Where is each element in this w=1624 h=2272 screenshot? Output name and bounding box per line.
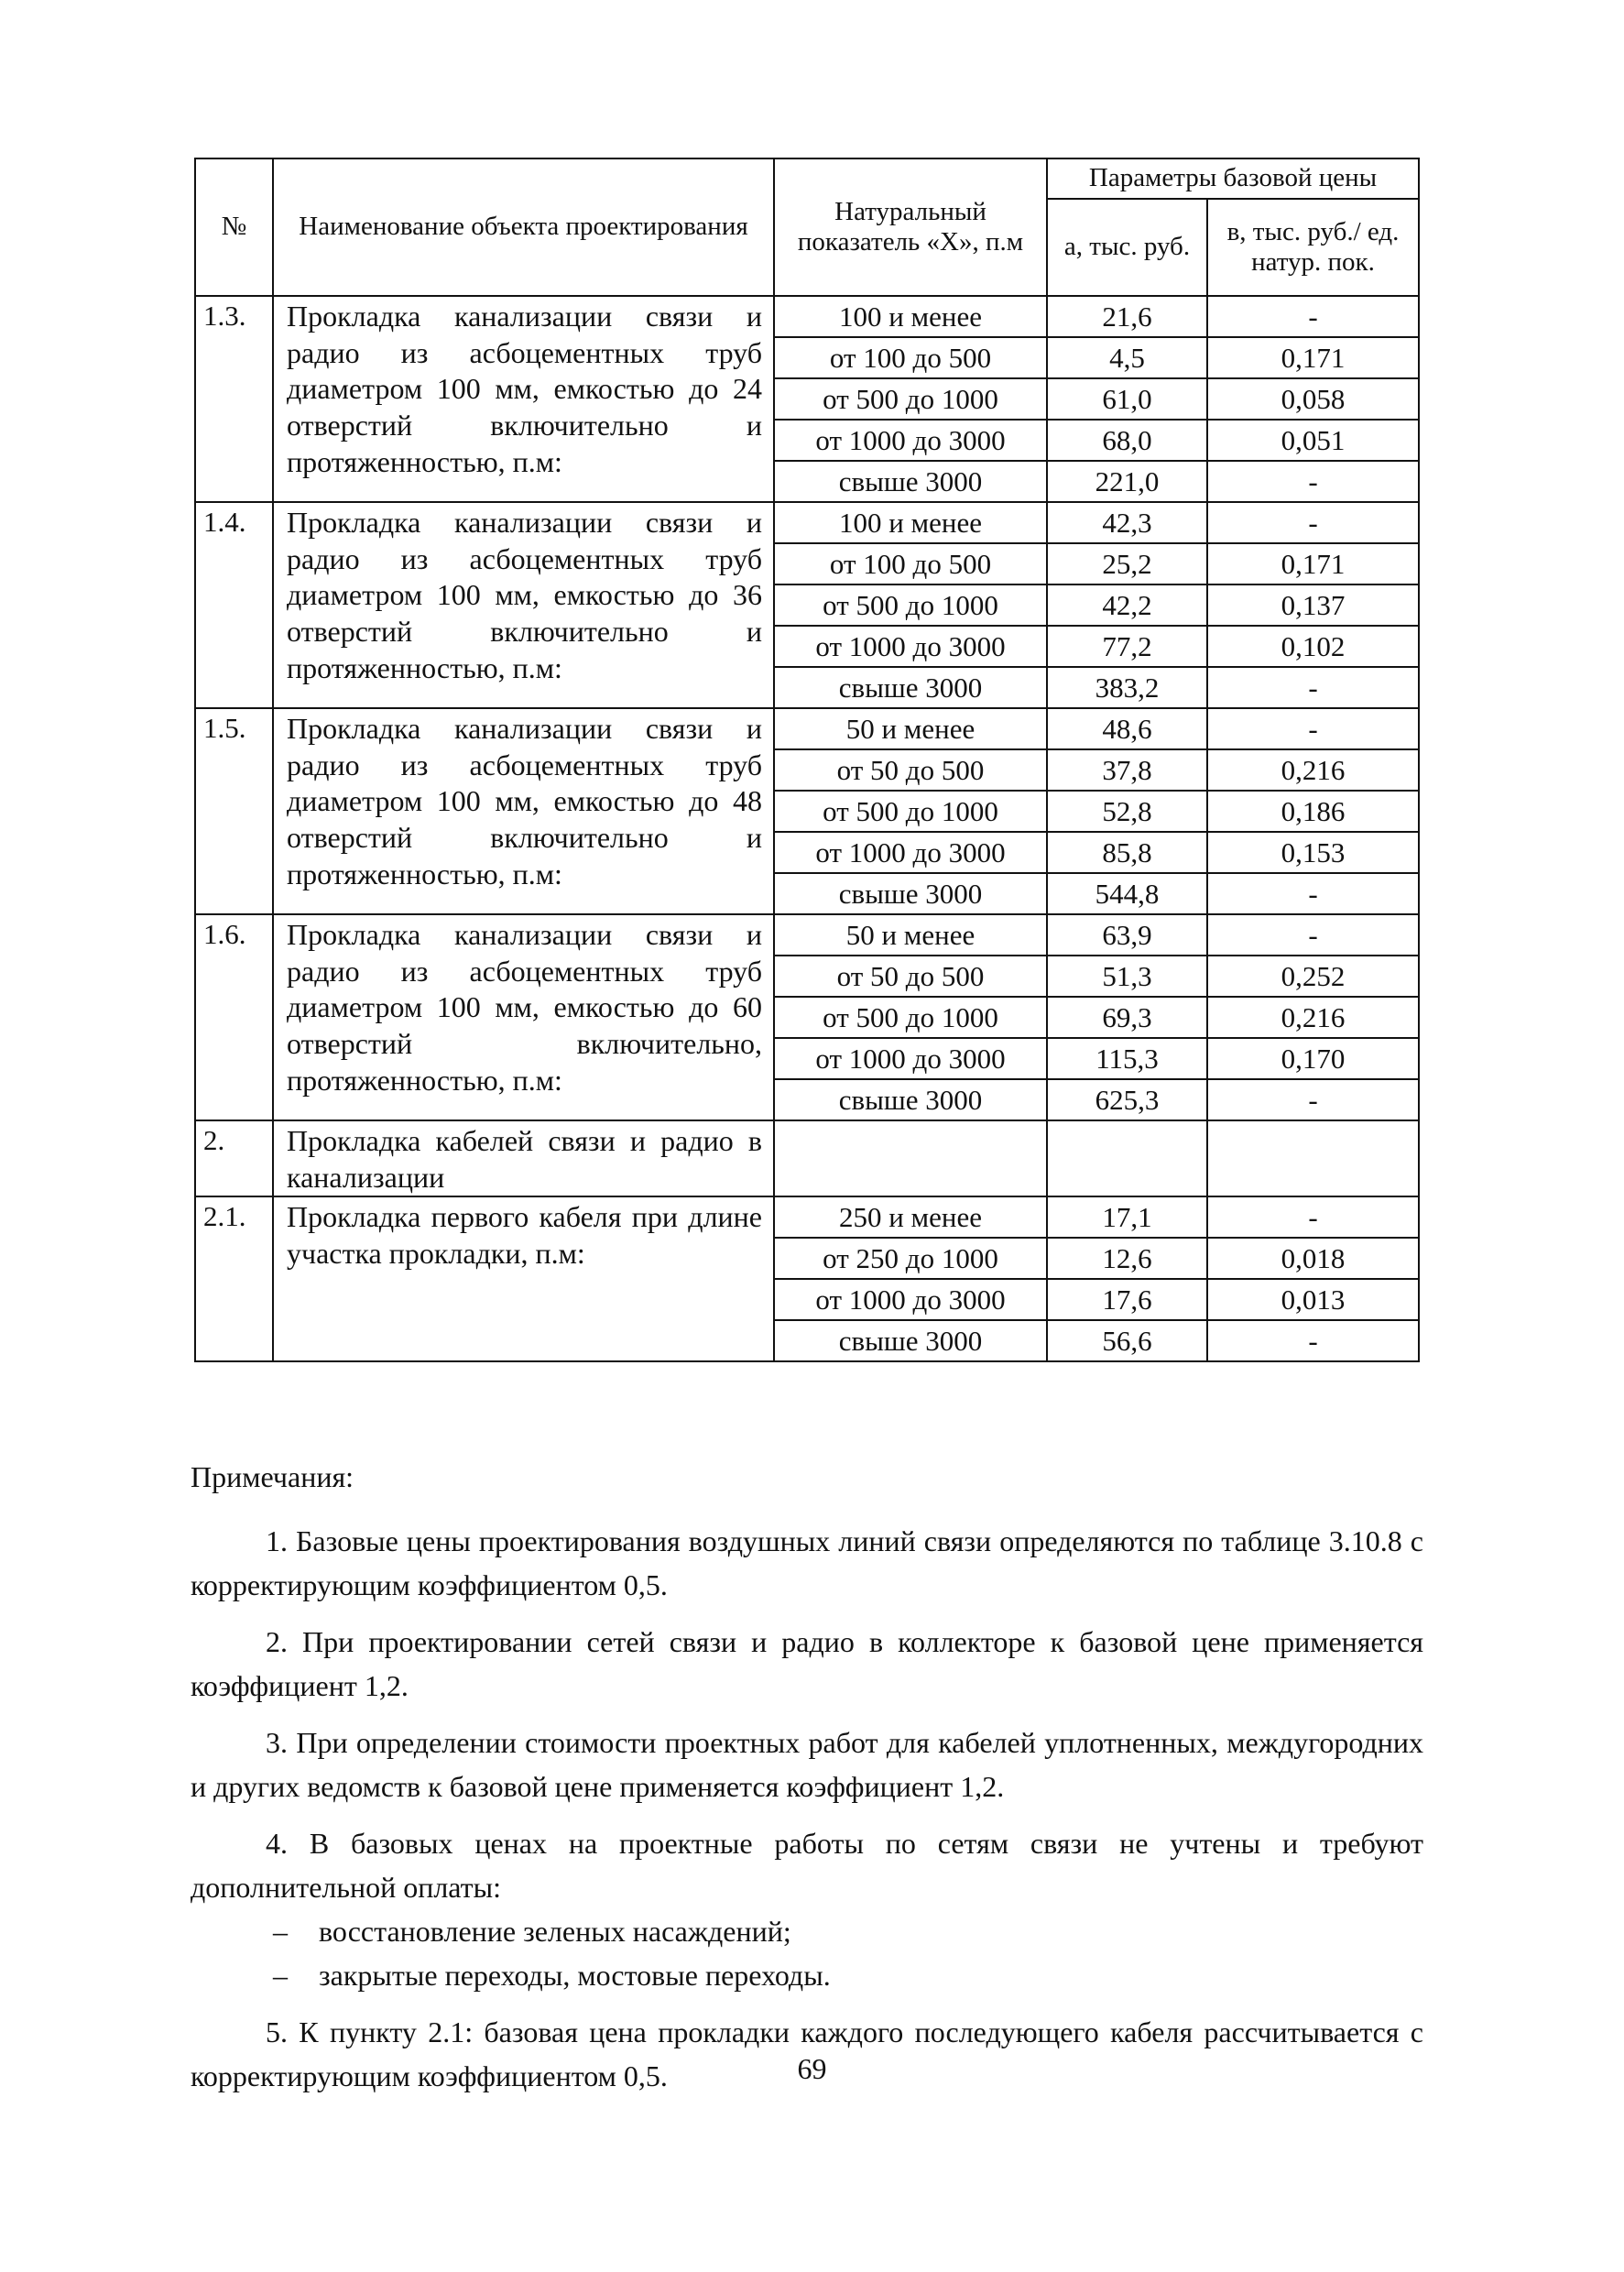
indicator-cell: 100 и менее	[774, 502, 1047, 543]
a-cell: 115,3	[1047, 1038, 1207, 1079]
table-row	[195, 1120, 1419, 1196]
b-cell: 0,170	[1207, 1038, 1419, 1079]
item-name: Прокладка канализации связи и радио из асбоцементных труб диаметром 100 мм, емкостью до 36 отверстий включительно и протяженностью, п.м:	[273, 502, 774, 708]
table-row	[195, 914, 1419, 956]
b-cell	[1207, 1120, 1419, 1196]
a-cell: 37,8	[1047, 749, 1207, 791]
table-row	[195, 296, 1419, 337]
indicator-cell: 250 и менее	[774, 1196, 1047, 1238]
table-row	[195, 708, 1419, 749]
indicator-cell: от 1000 до 3000	[774, 626, 1047, 667]
b-cell: -	[1207, 708, 1419, 749]
indicator-cell: от 500 до 1000	[774, 997, 1047, 1038]
indicator-cell: 50 и менее	[774, 708, 1047, 749]
a-cell: 544,8	[1047, 873, 1207, 914]
a-cell: 17,6	[1047, 1279, 1207, 1320]
b-cell: -	[1207, 296, 1419, 337]
b-cell: 0,058	[1207, 378, 1419, 420]
page-number: 69	[797, 2052, 827, 2085]
b-cell: 0,216	[1207, 997, 1419, 1038]
item-number: 1.3.	[195, 296, 273, 502]
header-a: а, тыс. руб.	[1047, 199, 1207, 296]
bullet-dash: –	[273, 1959, 288, 1992]
indicator-cell: от 500 до 1000	[774, 584, 1047, 626]
indicator-cell: от 1000 до 3000	[774, 420, 1047, 461]
a-cell: 4,5	[1047, 337, 1207, 378]
a-cell: 68,0	[1047, 420, 1207, 461]
indicator-cell: 50 и менее	[774, 914, 1047, 956]
a-cell: 12,6	[1047, 1238, 1207, 1279]
b-cell: -	[1207, 667, 1419, 708]
note-item: 3. При определении стоимости проектных работ для кабелей уплотненных, междугородних и других ведомств к базовой цене применяется коэффициент 1,2.	[191, 1726, 1423, 1803]
b-cell: -	[1207, 461, 1419, 502]
item-number: 1.5.	[195, 708, 273, 914]
a-cell: 42,2	[1047, 584, 1207, 626]
indicator-cell: от 100 до 500	[774, 543, 1047, 584]
header-row	[195, 158, 1419, 199]
note-bullet	[191, 1953, 1423, 1997]
indicator-cell	[774, 1120, 1047, 1196]
b-cell: 0,216	[1207, 749, 1419, 791]
b-cell: -	[1207, 1196, 1419, 1238]
indicator-cell: от 500 до 1000	[774, 378, 1047, 420]
b-cell: -	[1207, 1320, 1419, 1361]
b-cell: -	[1207, 502, 1419, 543]
b-cell: -	[1207, 873, 1419, 914]
b-cell: 0,102	[1207, 626, 1419, 667]
item-name: Прокладка кабелей связи и радио в канализации	[273, 1120, 774, 1196]
indicator-cell: от 500 до 1000	[774, 791, 1047, 832]
b-cell: 0,013	[1207, 1279, 1419, 1320]
bullet-text: закрытые переходы, мостовые переходы.	[319, 1959, 831, 1992]
a-cell: 383,2	[1047, 667, 1207, 708]
a-cell: 42,3	[1047, 502, 1207, 543]
table-row	[195, 502, 1419, 543]
indicator-cell: свыше 3000	[774, 667, 1047, 708]
indicator-cell: свыше 3000	[774, 1320, 1047, 1361]
item-name: Прокладка канализации связи и радио из асбоцементных труб диаметром 100 мм, емкостью до 60 отверстий включительно, протяженностью, п.м:	[273, 914, 774, 1120]
note-item: 1. Базовые цены проектирования воздушных линий связи определяются по таблице 3.10.8 с корректирующим коэффициентом 0,5.	[191, 1524, 1423, 1601]
indicator-cell: от 1000 до 3000	[774, 832, 1047, 873]
header-indicator: Натуральный показатель «X», п.м	[774, 158, 1047, 296]
item-number: 1.6.	[195, 914, 273, 1120]
header-b: в, тыс. руб./ ед. натур. пок.	[1207, 199, 1419, 296]
note-item: 5. К пункту 2.1: базовая цена прокладки каждого последующего кабеля рассчитывается с корректирующим коэффициентом 0,5.	[191, 2015, 1423, 2092]
item-name: Прокладка канализации связи и радио из асбоцементных труб диаметром 100 мм, емкостью до 48 отверстий включительно и протяженностью, п.м:	[273, 708, 774, 914]
b-cell: 0,153	[1207, 832, 1419, 873]
header-name: Наименование объекта проектирования	[273, 158, 774, 296]
price-table-body	[195, 158, 1419, 1361]
item-number: 2.	[195, 1120, 273, 1196]
header-num: №	[195, 158, 273, 296]
indicator-cell: от 50 до 500	[774, 749, 1047, 791]
a-cell: 625,3	[1047, 1079, 1207, 1120]
b-cell: 0,137	[1207, 584, 1419, 626]
a-cell: 221,0	[1047, 461, 1207, 502]
a-cell: 77,2	[1047, 626, 1207, 667]
a-cell: 61,0	[1047, 378, 1207, 420]
indicator-cell: от 1000 до 3000	[774, 1038, 1047, 1079]
a-cell: 52,8	[1047, 791, 1207, 832]
bullet-text: восстановление зеленых насаждений;	[319, 1915, 791, 1948]
item-number: 2.1.	[195, 1196, 273, 1361]
b-cell: 0,171	[1207, 543, 1419, 584]
price-table	[194, 158, 1420, 1362]
note-item: 2. При проектировании сетей связи и радио в коллекторе к базовой цене применяется коэффициент 1,2.	[191, 1625, 1423, 1702]
b-cell: 0,018	[1207, 1238, 1419, 1279]
bullet-dash: –	[273, 1915, 288, 1948]
a-cell: 69,3	[1047, 997, 1207, 1038]
item-name: Прокладка первого кабеля при длине участка прокладки, п.м:	[273, 1196, 774, 1361]
b-cell: 0,051	[1207, 420, 1419, 461]
a-cell	[1047, 1120, 1207, 1196]
indicator-cell: от 250 до 1000	[774, 1238, 1047, 1279]
b-cell: 0,171	[1207, 337, 1419, 378]
indicator-cell: 100 и менее	[774, 296, 1047, 337]
a-cell: 63,9	[1047, 914, 1207, 956]
b-cell: 0,252	[1207, 956, 1419, 997]
a-cell: 25,2	[1047, 543, 1207, 584]
indicator-cell: свыше 3000	[774, 873, 1047, 914]
b-cell: -	[1207, 914, 1419, 956]
a-cell: 48,6	[1047, 708, 1207, 749]
b-cell: -	[1207, 1079, 1419, 1120]
indicator-cell: свыше 3000	[774, 1079, 1047, 1120]
indicator-cell: от 100 до 500	[774, 337, 1047, 378]
a-cell: 17,1	[1047, 1196, 1207, 1238]
note-item: 4. В базовых ценах на проектные работы по сетям связи не учтены и требуют дополнительной оплаты:	[191, 1827, 1423, 1904]
a-cell: 85,8	[1047, 832, 1207, 873]
indicator-cell: от 50 до 500	[774, 956, 1047, 997]
item-number: 1.4.	[195, 502, 273, 708]
indicator-cell: свыше 3000	[774, 461, 1047, 502]
notes-section	[191, 1455, 1423, 2111]
note-bullet	[191, 1909, 1423, 1953]
notes-title: Примечания:	[191, 1460, 354, 1493]
header-params: Параметры базовой цены	[1047, 158, 1419, 199]
a-cell: 51,3	[1047, 956, 1207, 997]
a-cell: 56,6	[1047, 1320, 1207, 1361]
indicator-cell: от 1000 до 3000	[774, 1279, 1047, 1320]
a-cell: 21,6	[1047, 296, 1207, 337]
b-cell: 0,186	[1207, 791, 1419, 832]
table-row	[195, 1196, 1419, 1238]
item-name: Прокладка канализации связи и радио из асбоцементных труб диаметром 100 мм, емкостью до 24 отверстий включительно и протяженностью, п.м:	[273, 296, 774, 502]
